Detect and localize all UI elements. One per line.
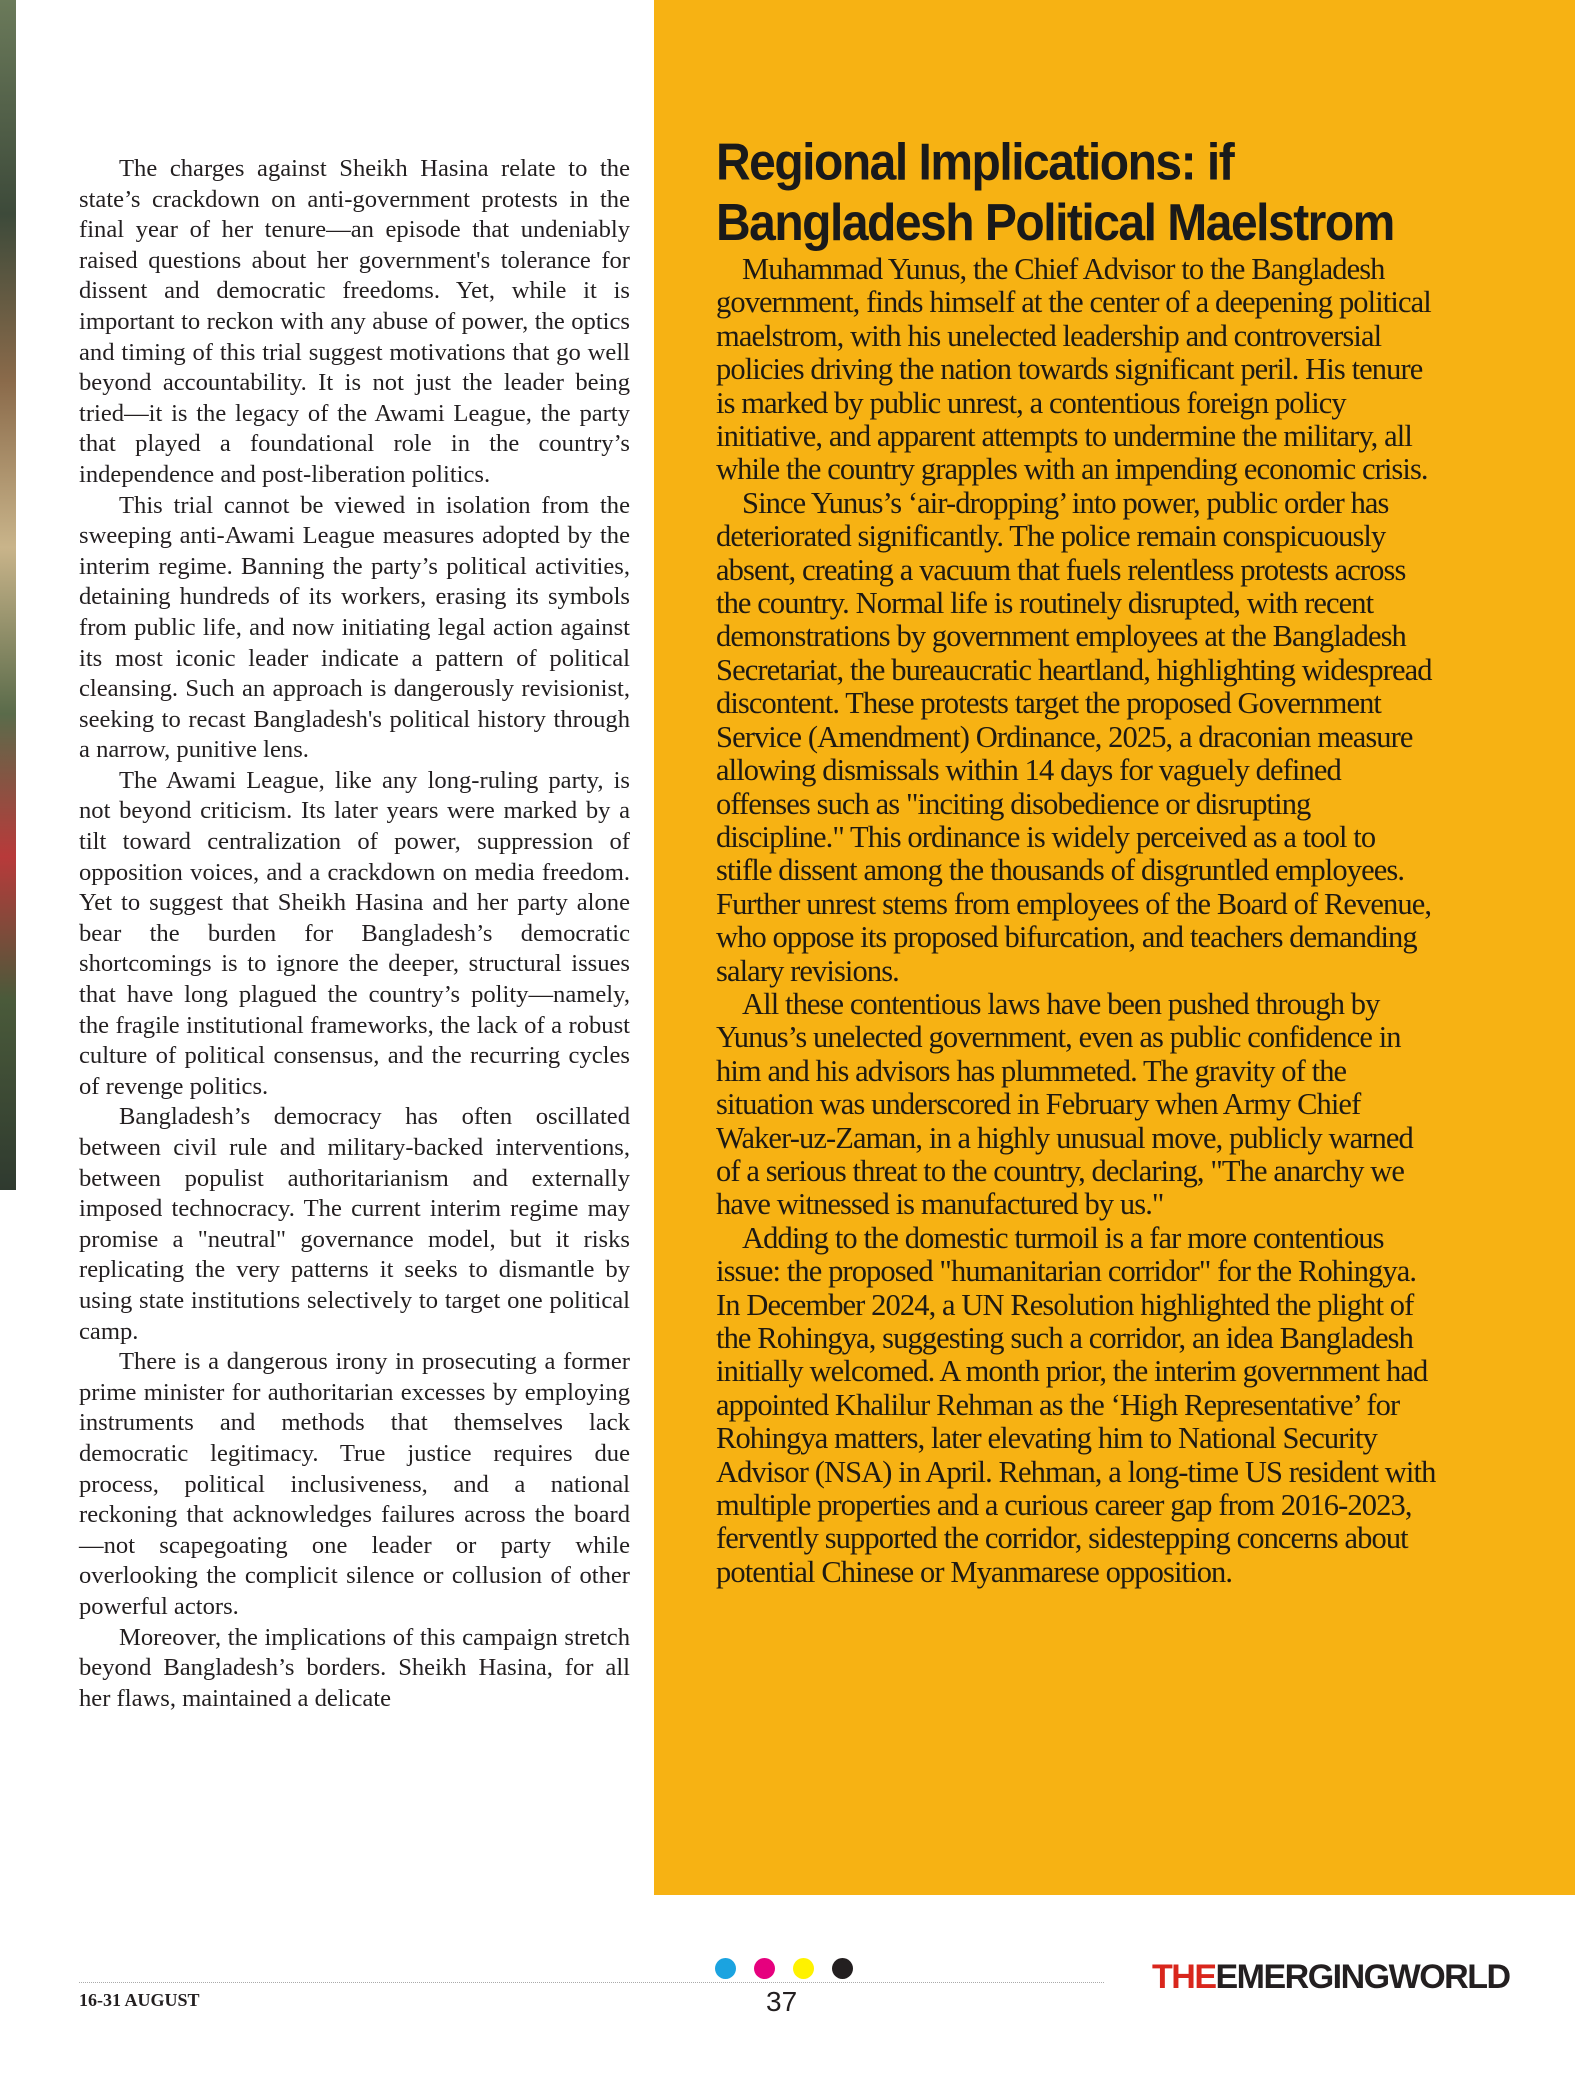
- brand-logo-the: THE: [1152, 1958, 1216, 1996]
- yellow-dot: [793, 1958, 814, 1979]
- brand-logo-name: EMERGINGWORLD: [1215, 1958, 1510, 1996]
- black-dot: [832, 1958, 853, 1979]
- sidebar-headline: Regional Implications: if Bangladesh Political Maelstrom: [716, 134, 1394, 252]
- sidebar-paragraph: Muhammad Yunus, the Chief Advisor to the Bangladesh government, finds himself at the center of a deepening political maelstrom, with his unelected leadership and controversial policies driving the nation towards significant peril. His tenure is marked by public unrest, a contentious foreign policy initiative, and apparent attempts to undermine the military, all while the country grapples with an impending economic crisis.: [716, 252, 1431, 487]
- sidebar-paragraph: Since Yunus’s ‘air-dropping’ into power, public order has deteriorated significantly. The police remain conspicuously absent, creating a vacuum that fuels relentless protests across the country. Normal life is routinely disrupted, with recent demonstrations by government employees at the Bangladesh Secretariat, the bureaucratic heartland, highlighting widespread discontent. These protests target the proposed Government Service (Amendment) Ordinance, 2025, a draconian measure allowing dismissals within 14 days for vaguely defined offenses such as "inciting disobedience or disrupting discipline." This ordinance is widely perceived as a tool to stifle dissent among the thousands of disgruntled employees. Further unrest stems from employees of the Board of Revenue, who oppose its proposed bifurcation, and teachers demanding salary revisions.: [716, 485, 1432, 988]
- footer-divider: [79, 1982, 1104, 1983]
- sidebar-paragraph: Adding to the domestic turmoil is a far more contentious issue: the proposed "humanitarian corridor" for the Rohingya. In December 2024, a UN Resolution highlighted the plight of the Rohingya, suggesting such a corridor, an idea Bangladesh initially welcomed. A month prior, the interim government had appointed Khalilur Rehman as the ‘High Representative’ for Rohingya matters, later elevating him to National Security Advisor (NSA) in April. Rehman, a long-time US resident with multiple properties and a curious career gap from 2016-2023, fervently supported the corridor, sidestepping concerns about potential Chinese or Myanmarese opposition.: [716, 1220, 1436, 1589]
- sidebar-paragraph: All these contentious laws have been pushed through by Yunus’s unelected government, even as public confidence in him and his advisors has plummeted. The gravity of the situation was underscored in February when Army Chief Waker-uz-Zaman, in a highly unusual move, publicly warned of a serious threat to the country, declaring, "The anarchy we have witnessed is manufactured by us.": [716, 986, 1413, 1222]
- photo-edge: [0, 0, 16, 1190]
- left-paragraph: There is a dangerous irony in prosecuting a former prime minister for authoritarian excesses by employing instruments and methods that themselves lack democratic legitimacy. True justice requires due process, political inclusiveness, and a national reckoning that acknowledges failures across the board—not scapegoating one leader or party while overlooking the complicit silence or collusion of other powerful actors.: [79, 1348, 630, 1620]
- left-column: [79, 154, 630, 1714]
- issue-date: 16-31 AUGUST: [79, 1990, 200, 2010]
- brand-logo: [1152, 1958, 1510, 1997]
- magenta-dot: [754, 1958, 775, 1979]
- left-paragraph: The charges against Sheikh Hasina relate to the state’s crackdown on anti-government protests in the final year of her tenure—an episode that undeniably raised questions about her government's tolerance for dissent and democratic freedoms. Yet, while it is important to reckon with any abuse of power, the optics and timing of this trial suggest motivations that go well beyond accountability. It is not just the leader being tried—it is the legacy of the Awami League, the party that played a foundational role in the country’s independence and post-liberation politics.: [79, 155, 630, 488]
- left-paragraph: Bangladesh’s democracy has often oscillated between civil rule and military-backed interventions, between populist authoritarianism and externally imposed technocracy. The current interim regime may promise a "neutral" governance model, but it risks replicating the very patterns it seeks to dismantle by using state institutions selectively to target one political camp.: [79, 1103, 630, 1345]
- page-number: 37: [766, 1986, 798, 2017]
- left-paragraph: Moreover, the implications of this campaign stretch beyond Bangladesh’s borders. Sheikh Hasina, for all her flaws, maintained a delicate: [79, 1623, 630, 1712]
- cyan-dot: [715, 1958, 736, 1979]
- left-paragraph: This trial cannot be viewed in isolation from the sweeping anti-Awami League measures adopted by the interim regime. Banning the party’s political activities, detaining hundreds of its workers, erasing its symbols from public life, and now initiating legal action against its most iconic leader indicate a pattern of political cleansing. Such an approach is dangerously revisionist, seeking to recast Bangladesh's political history through a narrow, punitive lens.: [79, 491, 630, 764]
- registration-marks: [715, 1958, 853, 1979]
- left-paragraph: The Awami League, like any long-ruling party, is not beyond criticism. Its later years were marked by a tilt toward centralization of power, suppression of opposition voices, and a crackdown on media freedom. Yet to suggest that Sheikh Hasina and her party alone bear the burden for Bangladesh’s democratic shortcomings is to ignore the deeper, structural issues that have long plagued the country’s polity—namely, the fragile institutional frameworks, the lack of a robust culture of political consensus, and the recurring cycles of revenge politics.: [79, 766, 630, 1100]
- sidebar-body: [716, 253, 1436, 1589]
